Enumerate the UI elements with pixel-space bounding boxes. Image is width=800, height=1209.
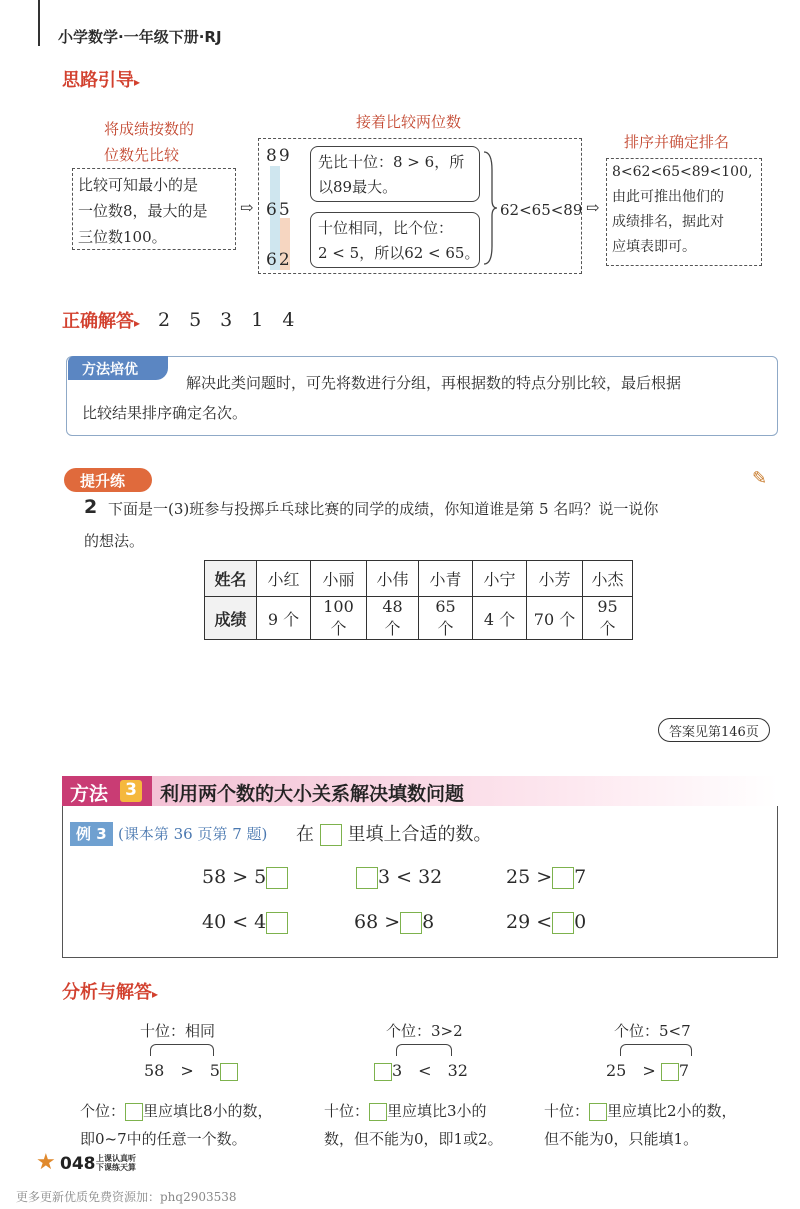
footer-slogan: 上课认真听 下课练天算 (96, 1154, 136, 1172)
answer-box[interactable] (552, 912, 574, 934)
name-cell: 小杰 (583, 561, 633, 597)
row-label: 成绩 (205, 597, 257, 640)
left-box-text: 比较可知最小的是 一位数8，最大的是 三位数100。 (78, 176, 208, 246)
answer-box[interactable] (266, 912, 288, 934)
problem-3: 25 > 7 (506, 866, 587, 888)
table-row (205, 597, 633, 640)
method3-num: 3 (120, 780, 142, 802)
method-tip-label: 方法培优 (68, 356, 168, 380)
analysis-col2-top: 个位：3>2 (386, 1022, 463, 1040)
problem-6: 29 < 0 (506, 911, 587, 933)
answer-box[interactable] (266, 867, 288, 889)
brace-right (482, 150, 498, 266)
score-table (204, 560, 633, 640)
analysis-col1-line1: 个位： 里应填比8小的数， (80, 1102, 273, 1120)
problem-4: 40 < 4 (202, 911, 288, 934)
analysis-col3-line2: 但不能为0，只能填1。 (544, 1130, 699, 1148)
method3-title: 利用两个数的大小关系解决填数问题 (160, 783, 465, 805)
analysis-col1-line2: 即0~7中的任意一个数。 (80, 1130, 247, 1148)
note-left-2: 位数先比较 (104, 146, 180, 164)
num-89: 89 (266, 146, 292, 166)
bracket (620, 1044, 692, 1056)
score-cell: 9 个 (257, 597, 311, 640)
answer-box[interactable] (220, 1063, 238, 1081)
problem-2: 3 < 32 (356, 866, 442, 889)
score-cell: 48 个 (367, 597, 419, 640)
right-box-text: 8<62<65<89<100, 由此可推出他们的 成绩排名，据此对 应填表即可。 (612, 164, 753, 255)
answer-box[interactable] (400, 912, 422, 934)
note-mid: 接着比较两位数 (356, 113, 462, 131)
answer-box[interactable] (661, 1063, 679, 1081)
name-cell: 小红 (257, 561, 311, 597)
answer-box[interactable] (125, 1103, 143, 1121)
answer-box[interactable] (589, 1103, 607, 1121)
name-cell: 小宁 (473, 561, 527, 597)
name-cell: 小芳 (527, 561, 583, 597)
answer-reference: 答案见第146页 (658, 718, 770, 742)
table-row (205, 561, 633, 597)
analysis-col3-line1: 十位： 里应填比2小的数， (544, 1102, 737, 1120)
num-65: 65 (266, 200, 292, 220)
watermark: 更多更新优质免费资源加：phq2903538 (16, 1190, 237, 1204)
analysis-col1-eq: 58 > 5 (144, 1058, 238, 1081)
idea-heading: 思路引导▸ (62, 70, 141, 91)
analysis-heading: 分析与解答▸ (62, 982, 159, 1003)
bracket (396, 1044, 452, 1056)
answer-box[interactable] (552, 867, 574, 889)
arrow-2: ⇨ (586, 198, 600, 217)
analysis-col2-line1: 十位： 里应填比3小的 (324, 1102, 487, 1120)
example-text: 在 里填上合适的数。 (296, 824, 492, 845)
header-title: 小学数学·一年级下册·RJ (58, 28, 222, 46)
score-cell: 95 个 (583, 597, 633, 640)
answer-values: 2 5 3 1 4 (158, 309, 295, 331)
answer-heading: 正确解答▸ (62, 311, 141, 332)
answer-box[interactable] (320, 824, 342, 846)
page-number: 048 (60, 1154, 96, 1174)
question-number: 2 (84, 496, 98, 518)
answer-box[interactable] (369, 1103, 387, 1121)
score-cell: 100 个 (311, 597, 367, 640)
name-cell: 小伟 (367, 561, 419, 597)
score-cell: 65 个 (419, 597, 473, 640)
sorted-result: 62<65<89 (500, 201, 583, 219)
analysis-col2-eq: 3 < 32 (374, 1058, 468, 1081)
answer-box[interactable] (374, 1063, 392, 1081)
analysis-col2-line2: 数，但不能为0，即1或2。 (324, 1130, 503, 1148)
compare-ones-text: 十位相同，比个位： 2 < 5，所以62 < 65。 (318, 219, 480, 262)
problem-1: 58 > 5 (202, 866, 288, 889)
method3-tag: 方法 (70, 783, 109, 805)
answer-box[interactable] (356, 867, 378, 889)
note-right: 排序并确定排名 (624, 133, 730, 151)
analysis-col1-top: 十位：相同 (140, 1022, 216, 1040)
star-icon: ★ (36, 1150, 56, 1175)
method-tip-line1: 解决此类问题时，可先将数进行分组，再根据数的特点分别比较，最后根据 (186, 374, 682, 392)
analysis-col3-eq: 25 > 7 (606, 1061, 690, 1080)
example-source: (课本第 36 页第 7 题) (118, 825, 268, 843)
pencil-icon: ✎ (752, 468, 768, 489)
question-line1: 下面是一(3)班参与投掷乒乓球比赛的同学的成绩，你知道谁是第 5 名吗？说一说你 (108, 500, 659, 518)
analysis-col3-top: 个位：5<7 (614, 1022, 691, 1040)
method-tip-box (66, 356, 778, 436)
name-cell: 小青 (419, 561, 473, 597)
score-cell: 4 个 (473, 597, 527, 640)
problem-5: 68 > 8 (354, 911, 435, 933)
method-tip-line2: 比较结果排序确定名次。 (82, 404, 248, 422)
header-rule (38, 0, 40, 46)
row-label: 姓名 (205, 561, 257, 597)
score-cell: 70 个 (527, 597, 583, 640)
num-62: 62 (266, 250, 292, 270)
example-tag: 例 3 (70, 822, 113, 846)
note-left-1: 将成绩按数的 (104, 120, 195, 138)
bracket (150, 1044, 214, 1056)
question-line2: 的想法。 (84, 532, 145, 550)
arrow-1: ⇨ (240, 198, 254, 217)
practice-label: 提升练 (64, 468, 152, 492)
name-cell: 小丽 (311, 561, 367, 597)
compare-tens-text: 先比十位：8 > 6，所 以89最大。 (318, 153, 465, 196)
